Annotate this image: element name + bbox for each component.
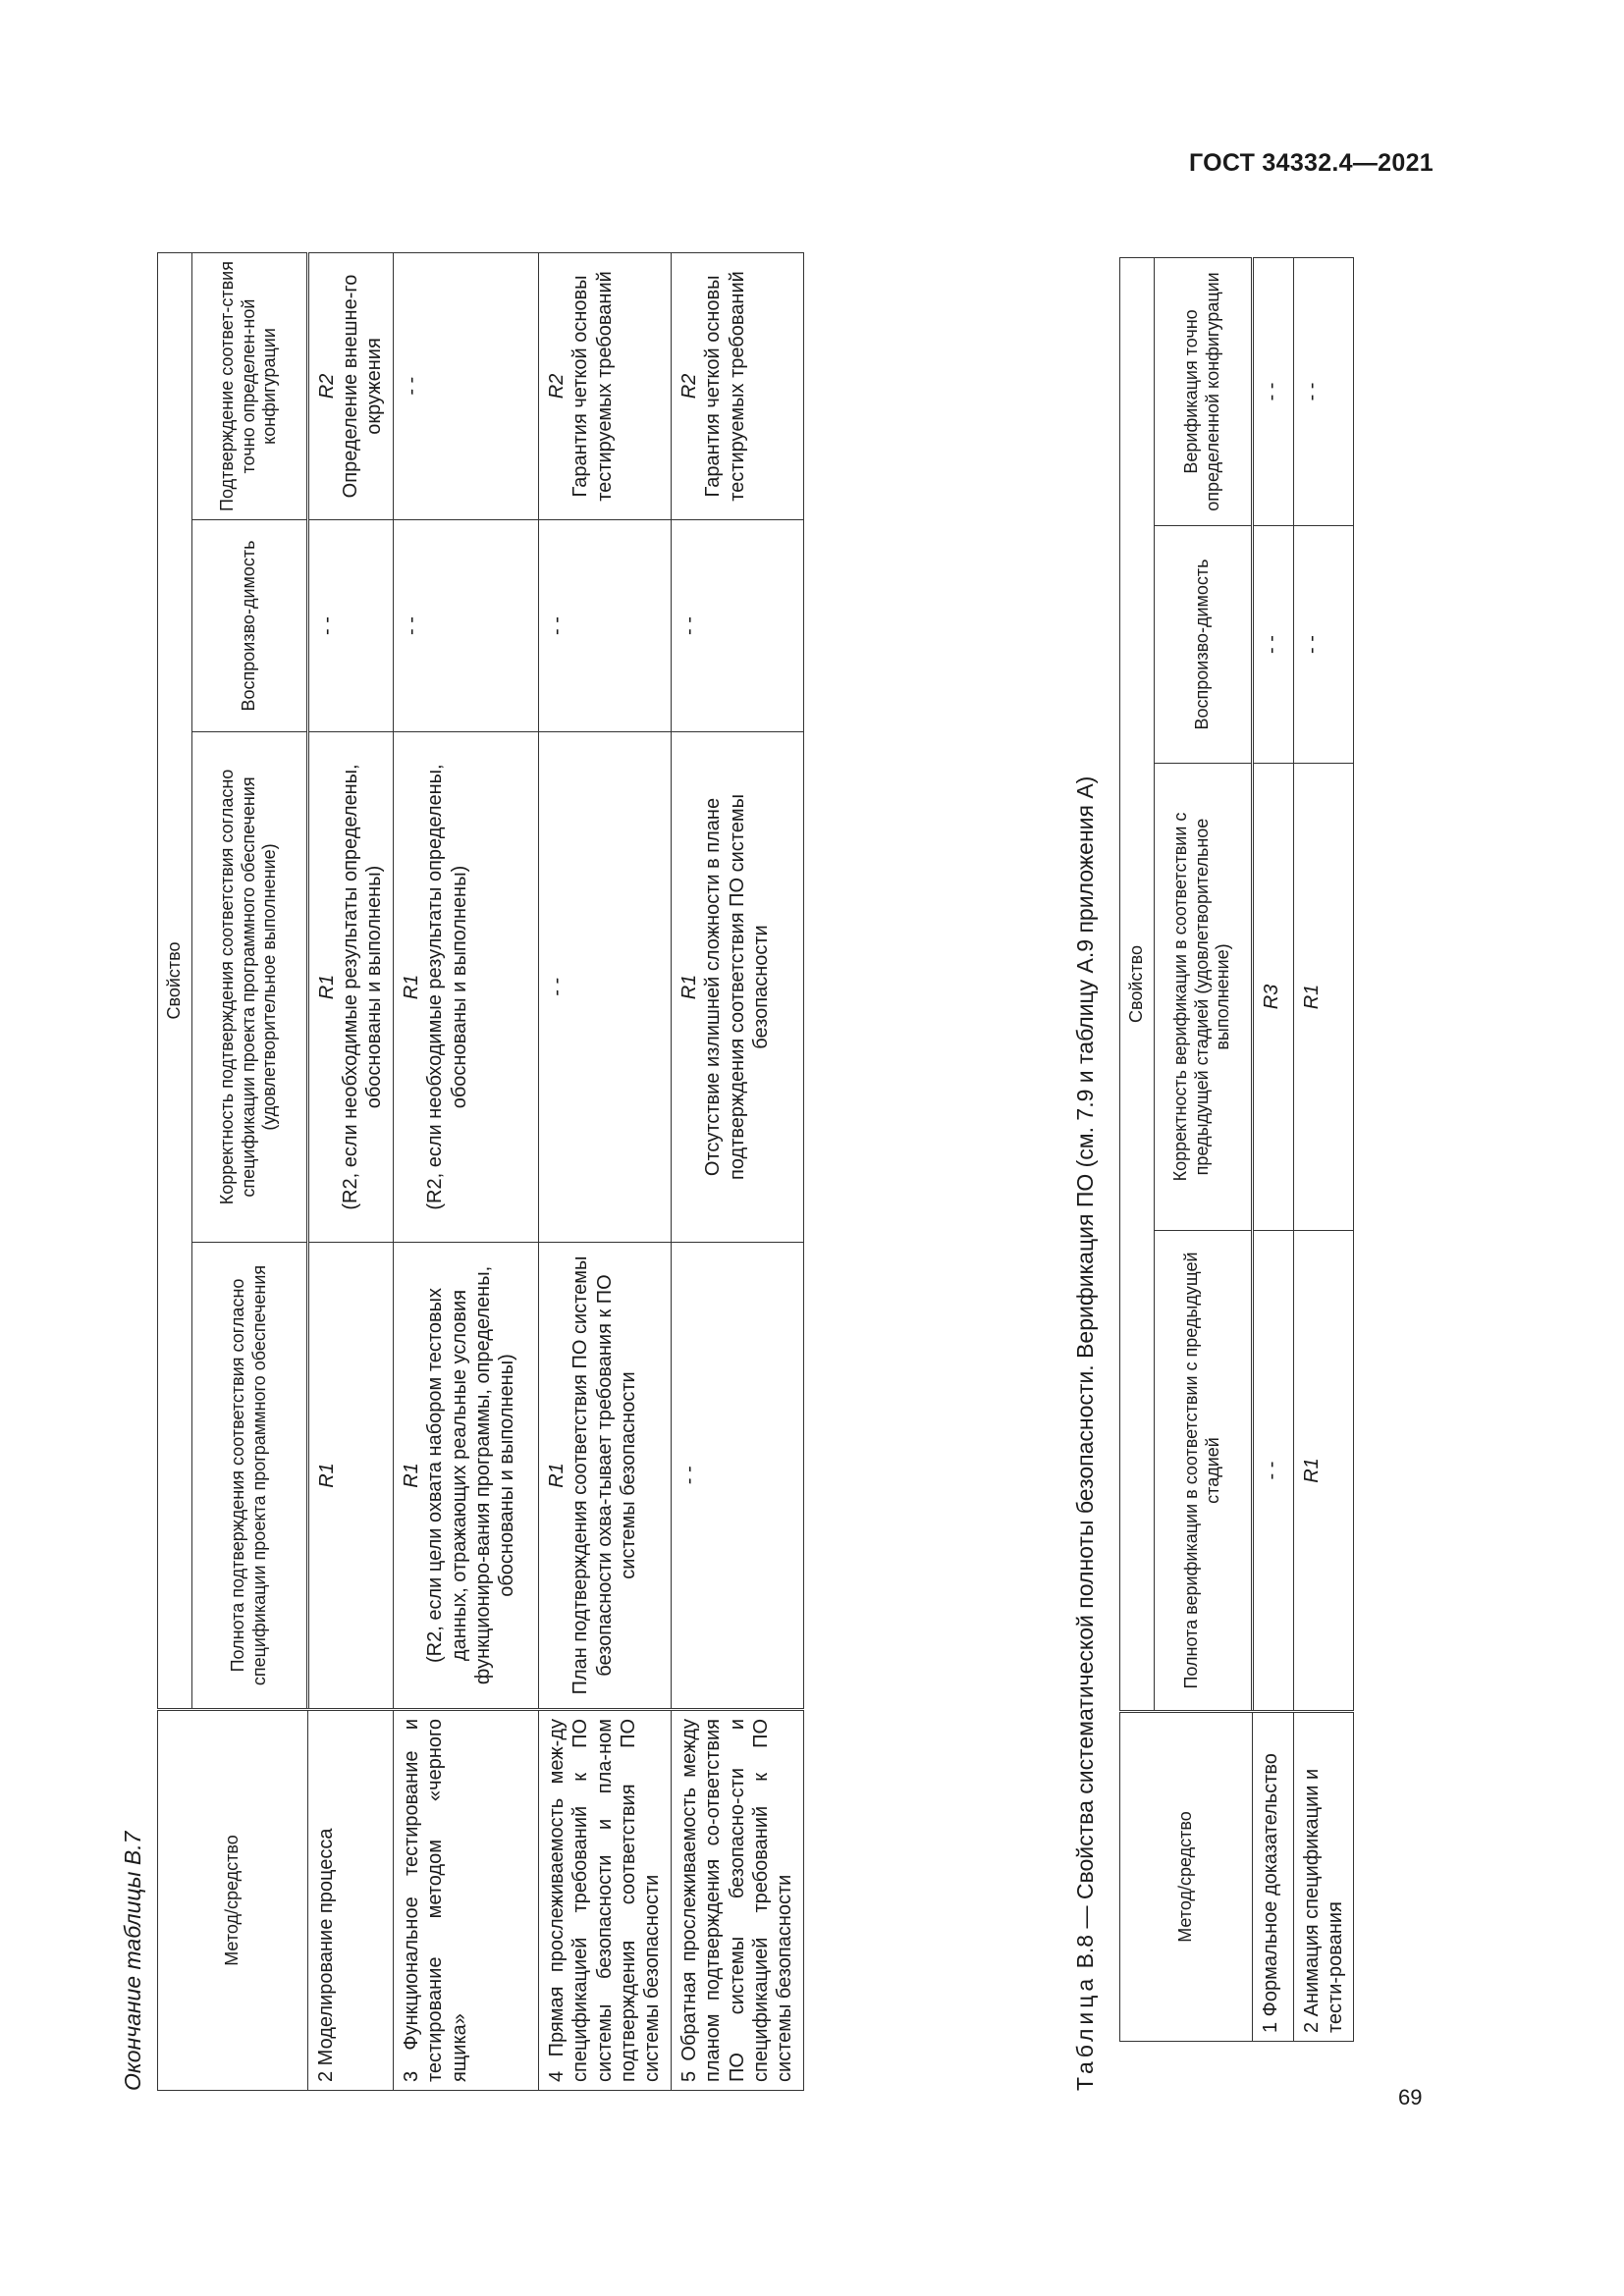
t1-row4-c4-text: Гарантия четкой основы тестируемых требований xyxy=(702,271,748,502)
t1-row4-c3: - - xyxy=(671,520,803,732)
t1-row2-c1-text: (R2, если цели охвата набором тестовых данных, отражающих реальные условия функциониро-вания программы, определены, обоснованы и выполнены) xyxy=(424,1265,518,1685)
t2-row1-method: 1 Формальное доказательство xyxy=(1252,1712,1293,2042)
t2-header-col1: Полнота верификации в соответствии с предыдущей стадией xyxy=(1154,1231,1252,1712)
t1-row2-method: 3 Функциональное тестирование и тестирование методом «черного ящика» xyxy=(393,1710,538,2091)
t1-row4-c2-text: Отсутствие излишней сложности в плане подтверждения соответствия ПО системы безопасности xyxy=(702,794,772,1180)
rotated-content xyxy=(120,245,1435,2091)
t2-row1-c1: - - xyxy=(1252,1231,1293,1712)
t1-row4-c1-rating: - - xyxy=(677,1466,700,1485)
table2-caption-text: В.8 — Свойства систематической полноты безопасности. Верификация ПО (см. 7.9 и таблицу А.9 приложения А) xyxy=(1072,775,1098,1975)
t1-row1-c2-rating: R1 xyxy=(315,974,338,1000)
t2-row2-c4: - - xyxy=(1293,257,1354,525)
table-row xyxy=(393,252,538,2090)
t2-row2-c2: R1 xyxy=(1300,984,1323,1010)
t1-row2-c4-rating: - - xyxy=(400,377,422,396)
t1-row3-c3: - - xyxy=(538,520,671,732)
t2-row1-c4: - - xyxy=(1252,257,1293,525)
t1-header-col2: Корректность подтверждения соответствия согласно спецификации проекта программного обеспечения (удовлетворительное выполнение) xyxy=(191,732,307,1243)
t2-row1-c3: - - xyxy=(1252,526,1293,764)
table2-caption xyxy=(1072,776,1099,2091)
table-b8 xyxy=(1119,257,1354,2042)
standard-header: ГОСТ 34332.4—2021 xyxy=(1188,149,1434,177)
t1-row1-c2-text: (R2, если необходимые результаты определены, обоснованы и выполнены) xyxy=(339,764,386,1210)
t1-header-col3: Воспроизво-димость xyxy=(191,520,307,732)
t1-row3-c2-rating: - - xyxy=(545,978,568,996)
t2-row2-c3: - - xyxy=(1293,526,1354,764)
t1-row2-c2-rating: R1 xyxy=(400,974,422,1000)
t1-header-method: Метод/средство xyxy=(158,1710,308,2091)
table-row xyxy=(1293,257,1354,2041)
t1-row4-c4-rating: R2 xyxy=(677,373,700,400)
t2-header-group: Свойство xyxy=(1120,257,1155,1711)
t2-row2-method: 2 Анимация спецификации и тести-рования xyxy=(1293,1712,1354,2042)
t1-row3-c4-rating: R2 xyxy=(545,373,568,400)
t1-row4-c2-rating: R1 xyxy=(677,974,700,1000)
t1-row3-method: 4 Прямая прослеживаемость меж-ду спецификацией требований к ПО системы безопасности и пла-ном подтверждения соответствия ПО системы безопасности xyxy=(538,1710,671,2091)
t1-row1-c4-text: Определение внешне-го окружения xyxy=(339,274,386,499)
t1-row1-c4-rating: R2 xyxy=(315,373,338,400)
t1-row1-c3: - - xyxy=(307,520,393,732)
t2-header-col3: Воспроизво-димость xyxy=(1154,526,1252,764)
t2-header-col4: Верификация точно определенной конфигурации xyxy=(1154,257,1252,525)
page-number: 69 xyxy=(1398,2085,1423,2109)
t1-row2-c1-rating: R1 xyxy=(400,1463,422,1488)
table-row xyxy=(1252,257,1293,2041)
t2-header-method: Метод/средство xyxy=(1120,1712,1253,2042)
t1-row3-c4-text: Гарантия четкой основы тестируемых требований xyxy=(569,271,616,502)
t1-row3-c1-rating: R1 xyxy=(545,1463,568,1488)
t2-row1-c2: R3 xyxy=(1260,984,1282,1010)
t1-header-group: Свойство xyxy=(158,252,192,1709)
t1-row2-c3: - - xyxy=(393,520,538,732)
t1-row2-c2-text: (R2, если необходимые результаты определены, обоснованы и выполнены) xyxy=(424,764,470,1210)
table1-caption: Окончание таблицы В.7 xyxy=(120,1831,145,2091)
t1-header-col1: Полнота подтверждения соответствия согласно спецификации проекта программного обеспечения xyxy=(191,1243,307,1710)
table2-caption-prefix: Таблица xyxy=(1072,1974,1098,2091)
table-row xyxy=(307,252,393,2090)
t2-header-col2: Корректность верификации в соответствии с предыдущей стадией (удовлетворительное выполнение) xyxy=(1154,764,1252,1231)
table-row xyxy=(671,252,803,2090)
table-row xyxy=(538,252,671,2090)
t2-row2-c1: R1 xyxy=(1300,1458,1323,1483)
t1-row3-c1-text: План подтверждения соответствия ПО системы безопасности охва-тывает требования к ПО системы безопасности xyxy=(569,1255,639,1695)
t1-row1-method: 2 Моделирование процесса xyxy=(307,1710,393,2091)
table-b7 xyxy=(157,252,804,2091)
t1-row1-c1-rating: R1 xyxy=(315,1463,338,1488)
t1-header-col4: Подтверждение соответ-ствия точно определен-ной конфигурации xyxy=(191,252,307,519)
t1-row4-method: 5 Обратная прослеживаемость между планом подтверждения со-ответствия ПО системы безопасно-сти и спецификацией требований к ПО системы безопасности xyxy=(671,1710,803,2091)
